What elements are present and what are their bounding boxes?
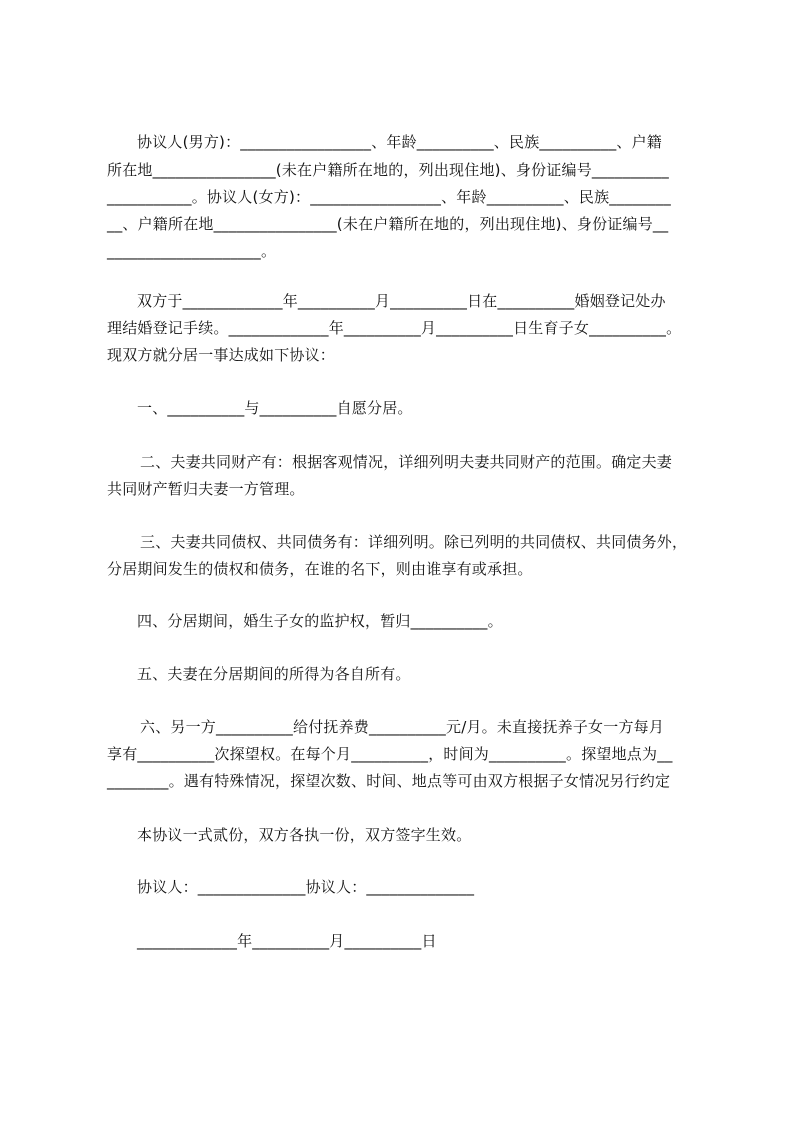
- clause-3-line-2: 分居期间发生的债权和债务，在谁的名下，则由谁享有或承担。: [107, 560, 533, 578]
- party-info-line-1: 协议人(男方)：_________________、年龄__________、民族__________、户籍: [137, 133, 663, 151]
- date-line: _____________年__________月__________日: [137, 932, 437, 950]
- clause-4: 四、分居期间，婚生子女的监护权，暂归__________。: [137, 612, 503, 630]
- copies-statement: 本协议一式贰份，双方各执一份，双方签字生效。: [137, 826, 472, 844]
- clause-6-line-2: 享有__________次探望权。在每个月__________，时间为__________。探望地点为__: [107, 745, 673, 763]
- party-info-line-5: ____________________。: [107, 242, 277, 260]
- clause-6-line-1: 六、另一方__________给付抚养费__________元/月。未直接抚养子女一方每月: [140, 718, 665, 736]
- clause-2-line-1: 二、夫妻共同财产有：根据客观情况，详细列明夫妻共同财产的范围。确定夫妻: [140, 453, 673, 471]
- clause-2-line-2: 共同财产暂归夫妻一方管理。: [107, 480, 305, 498]
- marriage-line-3: 现双方就分居一事达成如下协议：: [107, 346, 336, 364]
- party-info-line-2: 所在地________________(未在户籍所在地的，列出现住地)、身份证编号__________: [107, 161, 669, 179]
- clause-6-line-3: ________。遇有特殊情况，探望次数、时间、地点等可由双方根据子女情况另行约定: [107, 772, 671, 790]
- party-info-line-3: ___________。协议人(女方)：_________________、年龄__________、民族________: [107, 188, 671, 206]
- marriage-line-1: 双方于_____________年__________月__________日在__________婚姻登记处办: [137, 292, 666, 310]
- clause-5: 五、夫妻在分居期间的所得为各自所有。: [137, 665, 411, 683]
- marriage-line-2: 理结婚登记手续。_____________年__________月__________日生育子女__________。: [107, 319, 682, 337]
- clause-1: 一、__________与__________自愿分居。: [137, 399, 413, 417]
- clause-3-line-1: 三、夫妻共同债权、共同债务有：详细列明。除已列明的共同债权、共同债务外，: [140, 533, 688, 551]
- signature-line: 协议人：______________协议人：______________: [137, 878, 475, 896]
- party-info-line-4: __、户籍所在地________________(未在户籍所在地的，列出现住地)、身份证编号__: [107, 215, 669, 233]
